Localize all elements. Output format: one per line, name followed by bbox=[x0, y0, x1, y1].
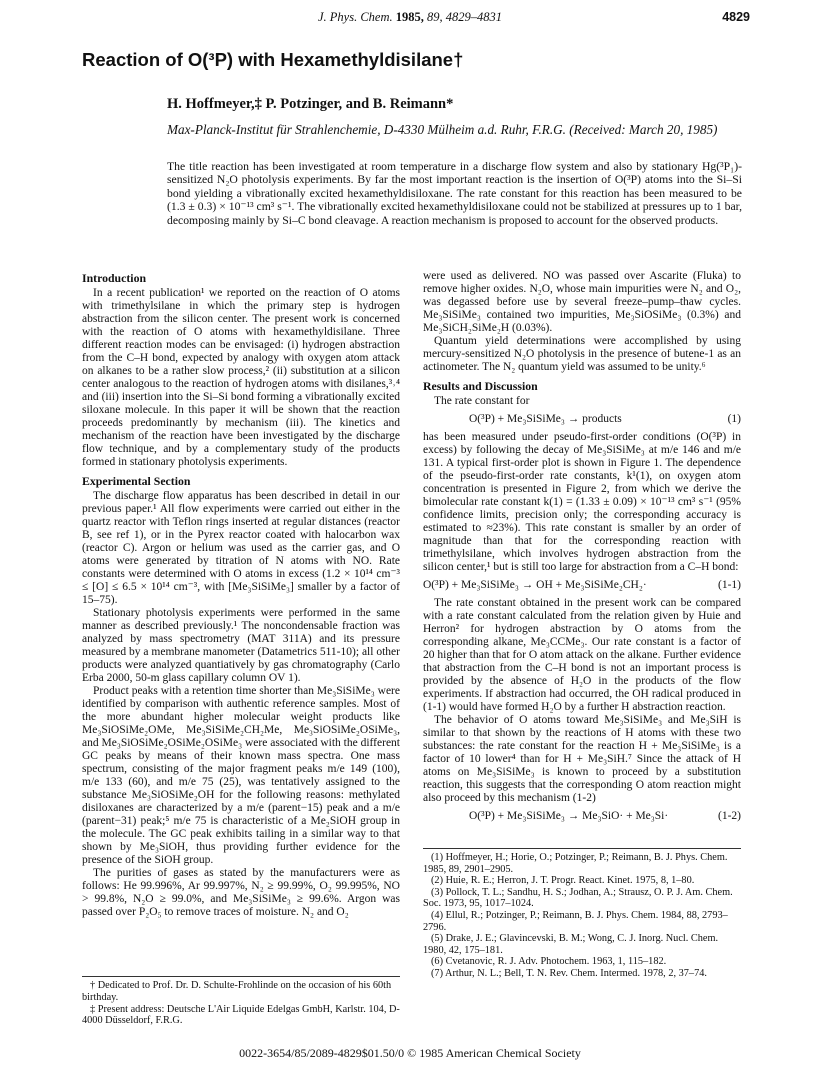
reference-item: (1) Hoffmeyer, H.; Horie, O.; Potzinger, P.; Reimann, B. J. Phys. Chem. 1985, 89, 2901–2905. bbox=[423, 852, 728, 875]
equation-1-2 bbox=[423, 810, 741, 823]
equation-body: O(³P) + Me₃SiSiMe₃ → Me₃SiO· + Me₃Si· bbox=[469, 810, 669, 822]
page-number: 4829 bbox=[722, 10, 750, 24]
journal-citation bbox=[70, 10, 750, 25]
author-list: H. Hoffmeyer,‡ P. Potzinger, and B. Reimann* bbox=[167, 96, 454, 112]
section-heading-introduction: Introduction bbox=[82, 271, 147, 285]
reference-item: (5) Drake, J. E.; Glavincevski, B. M.; Wong, C. J. Inorg. Nucl. Chem. 1980, 42, 175–181. bbox=[423, 933, 719, 956]
paragraph: The behavior of O atoms toward Me₃SiSiMe₃ and Me₃SiH is similar to that shown by the reactions of H atoms with these two substances: the rate constant for the reaction H + Me₃SiSiMe₃ is a factor of 10 lower⁴ than for H + Me₃SiH.⁷ Since the attack of H atoms on Me₃SiSiMe₃ is known to proceed by a substitution reaction, this suggests that the corresponding O atom reaction might also proceed by this mechanism (1-2) bbox=[423, 714, 741, 804]
paragraph: Stationary photolysis experiments were performed in the same manner as described previously.¹ The noncondensable fraction was analyzed by mass spectrometry (MAT 311A) and its pressure measured by a membrane manometer (Datametrics 511-10); all other products were analyzed quantiatively by gas chromatography (Carlo Erba 2000, 50-m glass capillary column OV 1). bbox=[82, 607, 400, 684]
affiliation: Max-Planck-Institut für Strahlenchemie, D-4330 Mülheim a.d. Ruhr, F.R.G. (Received: March 20, 1985) bbox=[167, 122, 718, 137]
paragraph: The purities of gases as stated by the manufacturers were as follows: He 99.996%, Ar 99.997%, N₂ ≥ 99.99%, O₂ 99.995%, NO > 99.8%, N₂O ≥ 99.0%, and Me₃SiSiMe₃ ≥ 99.6%. Argon was passed over P₂O₅ to remove traces of moisture. N₂ and O₂ bbox=[82, 867, 400, 918]
equation-body: O(³P) + Me₃SiSiMe₃ → products bbox=[469, 413, 622, 425]
paragraph: has been measured under pseudo-first-order conditions (O(³P) in excess) by following the decay of Me₃SiSiMe₃ at m/e 146 and m/e 131. A typical first-order plot is shown in Figure 1. The dependence of the pseudo-first-order rate constants, k¹(1), on oxygen atom concentration is presented in Figure 2, from which we derive the bimolecular rate constant k(1) = (1.33 ± 0.09) × 10⁻¹³ cm³ s⁻¹ (95% confidence limits, precision only; the corresponding accuracy is estimated to ≈23%). This rate constant is smaller by an order of magnitude than that for the corresponding reaction with trimethylsilane, which involves hydrogen abstraction from the silicon center,¹ but is still too large for abstraction from a C–H bond: bbox=[423, 431, 741, 573]
running-head bbox=[70, 10, 750, 28]
section-heading-experimental: Experimental Section bbox=[82, 474, 191, 488]
paragraph: Quantum yield determinations were accomplished by using mercury-sensitized N₂O photolysis in the presence of butene-1 as an actinometer. The N₂ quantum yield was assumed to be unity.⁶ bbox=[423, 335, 741, 373]
reference-item: (6) Cvetanovic, R. J. Adv. Photochem. 1963, 1, 115–182. bbox=[431, 956, 667, 968]
paragraph: Product peaks with a retention time shorter than Me₃SiSiMe₃ were identified by comparison with authentic reference samples. Most of the more abundant higher molecular weight products like Me₃SiOSiMe₂OMe, Me₃SiSiMe₂CH₂Me, Me₃SiOSiMe₂OSiMe₃, and Me₃SiOSiMe₂OSiMe₂OSiMe₃ were associated with the different GC peaks by means of their known mass spectra. One mass spectrum, consisting of the major fragment peaks m/e 149 (100), m/e 133 (60), and m/e 75 (25), was tentatively assigned to the substance Me₃SiOSiMe₂OH for the following reasons: methylated disiloxanes are characterized by a m/e (parent−15) peak and a m/e (parent−31) peak;⁵ m/e 75 is characteristic of a Me₂SiOH group in the molecule. The GC peak exhibits tailing in a similar way to that shown by Me₃SiOH, thus providing further evidence for the presence of the SiOH group. bbox=[82, 685, 400, 866]
article-title: Reaction of O(³P) with Hexamethyldisilane† bbox=[82, 49, 464, 70]
journal-pages: 4829–4831 bbox=[445, 10, 502, 24]
reference-list bbox=[423, 848, 741, 980]
reference-item: (3) Pollock, T. L.; Sandhu, H. S.; Jodhan, A.; Strausz, O. P. J. Am. Chem. Soc. 1973, 95, 1017–1024. bbox=[423, 886, 733, 910]
journal-volume: 89, bbox=[427, 10, 443, 24]
left-column bbox=[82, 270, 400, 919]
paragraph: The rate constant for bbox=[434, 395, 530, 407]
paragraph: The discharge flow apparatus has been described in detail in our previous paper.¹ All flow experiments were carried out either in the quartz reactor with Teflon rings inserted at regular distances (reactor B, see ref 1), or in the Pyrex reactor coated with halocarbon wax (reactor C). Argon or helium was used as the carrier gas, and O atoms were generated by titration of N atoms with NO. Rate constants were determined with O atoms in excess (1.2 × 10¹⁴ cm⁻³ ≤ [O] ≤ 6.5 × 10¹⁴ cm⁻³, with [Me₃SiSiMe₃] smaller by a factor of 15–75). bbox=[82, 490, 400, 606]
paragraph: were used as delivered. NO was passed over Ascarite (Fluka) to remove higher oxides. N₂O, whose main impurities were N₂ and O₂, was degassed before use by several freeze–pump–thaw cycles. Me₃SiSiMe₃ contained two impurities, Me₃SiOSiMe₃ (0.3%) and Me₃SiCH₂SiMe₂H (0.03%). bbox=[423, 270, 741, 334]
copyright-footer: 0022-3654/85/2089-4829$01.50/0 © 1985 American Chemical Society bbox=[239, 1046, 581, 1060]
equation-1-1 bbox=[423, 579, 741, 592]
paragraph: The rate constant obtained in the present work can be compared with a rate constant calculated from the relation given by Huie and Herron² for hydrogen abstraction by O atoms from the corresponding alkane, Me₃CCMe₃. Our rate constant is a factor of 20 higher than that for O atom attack on the alkane. Further evidence that abstraction from the C–H bond is not an important process is provided by the absence of H₂O in the products of the flow experiments. If abstraction had occurred, the OH radical produced in (1-1) would have formed H₂O by a further H abstraction reaction. bbox=[423, 597, 741, 713]
equation-1 bbox=[423, 413, 741, 426]
reference-item: (2) Huie, R. E.; Herron, J. T. Progr. React. Kinet. 1975, 8, 1–80. bbox=[431, 875, 695, 887]
journal-year: 1985, bbox=[395, 10, 424, 24]
reference-item: (4) Ellul, R.; Potzinger, P.; Reimann, B. J. Phys. Chem. 1984, 88, 2793–2796. bbox=[423, 909, 728, 933]
equation-number: (1-1) bbox=[718, 579, 741, 591]
equation-body: O(³P) + Me₃SiSiMe₃ → OH + Me₃SiSiMe₂CH₂· bbox=[423, 579, 647, 591]
equation-number: (1-2) bbox=[718, 810, 741, 822]
section-heading-results: Results and Discussion bbox=[423, 379, 538, 393]
footnote-double-dagger: ‡ Present address: Deutsche L'Air Liquide Edelgas GmbH, Karlstr. 104, D-4000 Düsseldorf, F.R.G. bbox=[82, 1003, 400, 1027]
reference-item: (7) Arthur, N. L.; Bell, T. N. Rev. Chem. Intermed. 1978, 2, 37–74. bbox=[431, 967, 707, 979]
equation-number: (1) bbox=[727, 413, 741, 425]
right-column bbox=[423, 270, 741, 828]
journal-name: J. Phys. Chem. bbox=[317, 10, 393, 24]
title-footnotes bbox=[82, 976, 400, 1027]
footnote-dagger: † Dedicated to Prof. Dr. D. Schulte-Frohlinde on the occasion of his 60th birthday. bbox=[82, 980, 392, 1003]
abstract: The title reaction has been investigated at room temperature in a discharge flow system and also by stationary Hg(³P₁)-sensitized N₂O photolysis experiments. By far the most important reaction is the insertion of O(³P) atoms into the Si–Si bond yielding a vibrationally excited hexamethyldisiloxane. The rate constant for this reaction has been measured to be (1.3 ± 0.3) × 10⁻¹³ cm³ s⁻¹. The vibrationally excited hexamethyldisiloxane could not be stabilized at pressures up to 1 bar, decomposing mainly by Si–C bond cleavage. A reaction mechanism is proposed to account for the observed products. bbox=[167, 160, 742, 227]
paragraph: In a recent publication¹ we reported on the reaction of O atoms with trimethylsilane in which the primary step is hydrogen abstraction from the silicon center. The present work is concerned with the reaction of O atoms with hexamethyldisilane. Three different reaction modes can be envisaged: (i) hydrogen abstraction from the C–H bond, expected by analogy with oxygen atom attack on alkanes to be a rather slow process,² (ii) substitution at a silicon center analogous to the reaction of hydrogen atoms with disilanes,³˒⁴ and (iii) insertion into the Si–Si bond forming a vibrationally excited siloxane molecule. In this paper it will be shown that the reaction proceeds predominantly by mechanism (iii). The kinetics and mechanism of the reaction have been investigated by the discharge flow technique, and by a complementary study of the products formed in stationary photolysis experiments. bbox=[82, 287, 400, 468]
